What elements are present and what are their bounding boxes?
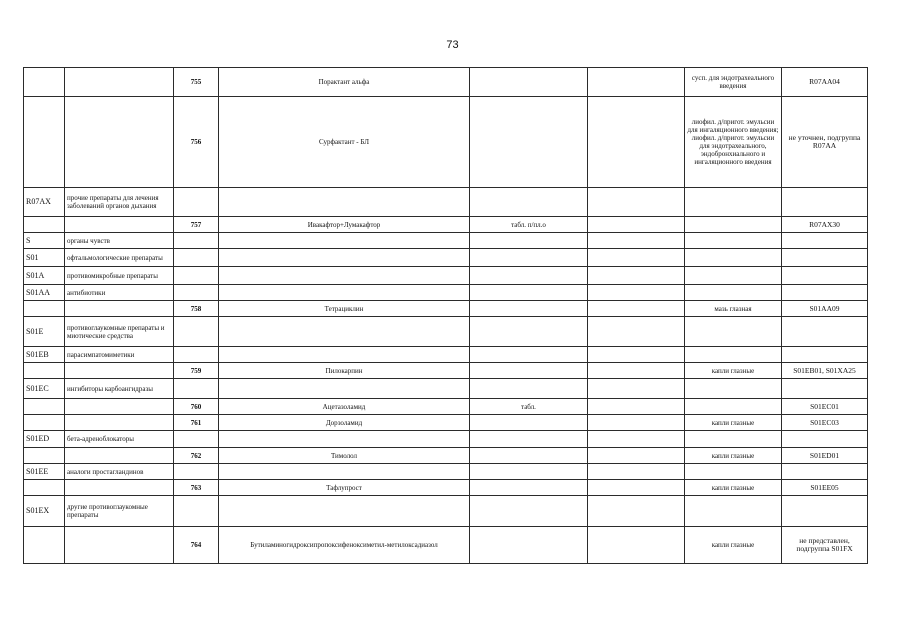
table-row (24, 363, 868, 379)
item-number-cell: 755 (174, 68, 219, 97)
atc-group-code-cell (24, 97, 65, 188)
empty-form-cell (588, 285, 685, 301)
tablet-form-cell: табл. (470, 399, 588, 415)
atc-code-cell (782, 464, 868, 480)
dosage-form-cell (685, 188, 782, 217)
table-row (24, 379, 868, 399)
atc-code-cell: не уточнен, подгруппа R07AA (782, 97, 868, 188)
atc-code-cell: R07AX30 (782, 217, 868, 233)
dosage-form-cell: капли глазные (685, 527, 782, 564)
item-number-cell: 757 (174, 217, 219, 233)
drug-name-cell: Пилокарпин (219, 363, 470, 379)
empty-form-cell (588, 496, 685, 527)
atc-code-cell (782, 317, 868, 347)
atc-group-name-cell (65, 217, 174, 233)
table-row (24, 97, 868, 188)
atc-code-cell (782, 285, 868, 301)
drug-name-cell (219, 379, 470, 399)
dosage-form-cell (685, 431, 782, 448)
table-row (24, 431, 868, 448)
item-number-cell (174, 249, 219, 267)
atc-group-name-cell: офтальмологические препараты (65, 249, 174, 267)
empty-form-cell (588, 68, 685, 97)
dosage-form-cell (685, 233, 782, 249)
dosage-form-cell: лиофил. д/пригот. эмульсии для ингаляционного введения; лиофил. д/пригот. эмульсии для эндотрахеального, эндобронхиального и ингаляционного введения (685, 97, 782, 188)
table-row (24, 233, 868, 249)
tablet-form-cell (470, 464, 588, 480)
drug-name-cell (219, 464, 470, 480)
atc-group-name-cell (65, 363, 174, 379)
atc-group-code-cell: S01EX (24, 496, 65, 527)
dosage-form-cell: капли глазные (685, 415, 782, 431)
drug-name-cell: Порактант альфа (219, 68, 470, 97)
empty-form-cell (588, 464, 685, 480)
atc-group-code-cell (24, 399, 65, 415)
page-number: 73 (446, 39, 459, 51)
dosage-form-cell (685, 464, 782, 480)
atc-group-code-cell: S01EE (24, 464, 65, 480)
table-row (24, 285, 868, 301)
empty-form-cell (588, 448, 685, 464)
dosage-form-cell (685, 347, 782, 363)
dosage-form-cell: мазь глазная (685, 301, 782, 317)
atc-code-cell (782, 431, 868, 448)
atc-group-code-cell (24, 527, 65, 564)
atc-group-name-cell: аналоги простагландинов (65, 464, 174, 480)
table-row (24, 347, 868, 363)
table-row (24, 527, 868, 564)
atc-code-cell (782, 233, 868, 249)
tablet-form-cell (470, 363, 588, 379)
atc-code-cell (782, 188, 868, 217)
item-number-cell (174, 496, 219, 527)
atc-code-cell (782, 379, 868, 399)
tablet-form-cell (470, 480, 588, 496)
item-number-cell: 761 (174, 415, 219, 431)
atc-group-name-cell (65, 415, 174, 431)
atc-code-cell: R07AA04 (782, 68, 868, 97)
atc-group-code-cell: S01A (24, 267, 65, 285)
atc-code-cell: S01EB01, S01XA25 (782, 363, 868, 379)
dosage-form-cell (685, 217, 782, 233)
atc-group-name-cell (65, 480, 174, 496)
empty-form-cell (588, 379, 685, 399)
atc-code-cell: S01AA09 (782, 301, 868, 317)
item-number-cell: 759 (174, 363, 219, 379)
atc-group-code-cell (24, 448, 65, 464)
drug-name-cell (219, 285, 470, 301)
atc-group-name-cell (65, 97, 174, 188)
table-row (24, 68, 868, 97)
dosage-form-cell (685, 267, 782, 285)
table-row (24, 399, 868, 415)
item-number-cell (174, 188, 219, 217)
atc-group-code-cell (24, 363, 65, 379)
drug-name-cell (219, 347, 470, 363)
item-number-cell: 760 (174, 399, 219, 415)
item-number-cell: 763 (174, 480, 219, 496)
dosage-form-cell (685, 317, 782, 347)
tablet-form-cell (470, 68, 588, 97)
dosage-form-cell: капли глазные (685, 480, 782, 496)
tablet-form-cell (470, 188, 588, 217)
atc-group-code-cell: S01EB (24, 347, 65, 363)
drug-name-cell: Бутиламиногидроксипропоксифеноксиметил-метилоксадиазол (219, 527, 470, 564)
table-row (24, 217, 868, 233)
empty-form-cell (588, 301, 685, 317)
atc-group-name-cell (65, 448, 174, 464)
dosage-form-cell: капли глазные (685, 363, 782, 379)
atc-group-code-cell: R07AX (24, 188, 65, 217)
table-row (24, 188, 868, 217)
drug-name-cell (219, 431, 470, 448)
drug-list-table (23, 67, 868, 564)
atc-code-cell (782, 496, 868, 527)
atc-group-name-cell (65, 527, 174, 564)
item-number-cell: 758 (174, 301, 219, 317)
atc-code-cell: не представлен, подгруппа S01FX (782, 527, 868, 564)
atc-group-name-cell: противомикробные препараты (65, 267, 174, 285)
atc-group-name-cell (65, 301, 174, 317)
drug-name-cell: Тафлупрост (219, 480, 470, 496)
table-row (24, 415, 868, 431)
atc-group-name-cell: антибиотики (65, 285, 174, 301)
atc-group-code-cell: S01AA (24, 285, 65, 301)
table-row (24, 464, 868, 480)
dosage-form-cell: капли глазные (685, 448, 782, 464)
atc-group-code-cell: S01ED (24, 431, 65, 448)
table-row (24, 301, 868, 317)
tablet-form-cell (470, 301, 588, 317)
item-number-cell: 756 (174, 97, 219, 188)
atc-code-cell: S01EC01 (782, 399, 868, 415)
dosage-form-cell (685, 249, 782, 267)
empty-form-cell (588, 480, 685, 496)
atc-group-code-cell (24, 301, 65, 317)
atc-group-code-cell (24, 480, 65, 496)
tablet-form-cell (470, 415, 588, 431)
atc-group-name-cell: парасимпатомиметики (65, 347, 174, 363)
item-number-cell: 764 (174, 527, 219, 564)
atc-code-cell: S01EE05 (782, 480, 868, 496)
empty-form-cell (588, 217, 685, 233)
tablet-form-cell (470, 249, 588, 267)
tablet-form-cell (470, 267, 588, 285)
item-number-cell (174, 233, 219, 249)
atc-group-code-cell: S (24, 233, 65, 249)
atc-group-code-cell (24, 217, 65, 233)
tablet-form-cell (470, 496, 588, 527)
drug-name-cell: Тимолол (219, 448, 470, 464)
item-number-cell (174, 431, 219, 448)
atc-group-code-cell: S01EC (24, 379, 65, 399)
drug-name-cell: Сурфактант - БЛ (219, 97, 470, 188)
tablet-form-cell (470, 379, 588, 399)
dosage-form-cell (685, 399, 782, 415)
tablet-form-cell (470, 317, 588, 347)
atc-group-code-cell (24, 68, 65, 97)
atc-group-name-cell: органы чувств (65, 233, 174, 249)
table-body (24, 68, 868, 564)
table-row (24, 496, 868, 527)
atc-group-name-cell: другие противоглаукомные препараты (65, 496, 174, 527)
table-row (24, 267, 868, 285)
dosage-form-cell (685, 285, 782, 301)
table-row (24, 448, 868, 464)
empty-form-cell (588, 347, 685, 363)
tablet-form-cell (470, 448, 588, 464)
empty-form-cell (588, 431, 685, 448)
drug-name-cell (219, 233, 470, 249)
tablet-form-cell (470, 527, 588, 564)
empty-form-cell (588, 249, 685, 267)
tablet-form-cell (470, 431, 588, 448)
atc-code-cell (782, 249, 868, 267)
empty-form-cell (588, 97, 685, 188)
dosage-form-cell: сусп. для эндотрахеального введения (685, 68, 782, 97)
item-number-cell (174, 464, 219, 480)
tablet-form-cell (470, 97, 588, 188)
atc-code-cell: S01ED01 (782, 448, 868, 464)
atc-group-name-cell (65, 399, 174, 415)
empty-form-cell (588, 363, 685, 379)
drug-name-cell (219, 496, 470, 527)
empty-form-cell (588, 415, 685, 431)
table-row (24, 480, 868, 496)
empty-form-cell (588, 527, 685, 564)
tablet-form-cell: табл. п/пл.о (470, 217, 588, 233)
empty-form-cell (588, 399, 685, 415)
drug-name-cell (219, 267, 470, 285)
dosage-form-cell (685, 379, 782, 399)
empty-form-cell (588, 188, 685, 217)
empty-form-cell (588, 317, 685, 347)
atc-group-name-cell: прочие препараты для лечения заболеваний органов дыхания (65, 188, 174, 217)
atc-code-cell (782, 347, 868, 363)
atc-group-name-cell: бета-адреноблокаторы (65, 431, 174, 448)
table-row (24, 249, 868, 267)
atc-group-name-cell: ингибиторы карбоангидразы (65, 379, 174, 399)
dosage-form-cell (685, 496, 782, 527)
item-number-cell (174, 347, 219, 363)
item-number-cell: 762 (174, 448, 219, 464)
drug-name-cell (219, 188, 470, 217)
tablet-form-cell (470, 233, 588, 249)
item-number-cell (174, 285, 219, 301)
tablet-form-cell (470, 285, 588, 301)
atc-group-name-cell (65, 68, 174, 97)
atc-group-code-cell (24, 415, 65, 431)
atc-group-name-cell: противоглаукомные препараты и миотические средства (65, 317, 174, 347)
atc-code-cell (782, 267, 868, 285)
item-number-cell (174, 379, 219, 399)
atc-code-cell: S01EC03 (782, 415, 868, 431)
drug-name-cell: Дорзоламид (219, 415, 470, 431)
item-number-cell (174, 317, 219, 347)
drug-name-cell (219, 317, 470, 347)
atc-group-code-cell: S01E (24, 317, 65, 347)
item-number-cell (174, 267, 219, 285)
atc-group-code-cell: S01 (24, 249, 65, 267)
drug-name-cell: Ацетазоламид (219, 399, 470, 415)
tablet-form-cell (470, 347, 588, 363)
table-row (24, 317, 868, 347)
empty-form-cell (588, 233, 685, 249)
drug-name-cell (219, 249, 470, 267)
drug-name-cell: Ивакафтор+Лумакафтор (219, 217, 470, 233)
empty-form-cell (588, 267, 685, 285)
drug-name-cell: Тетрациклин (219, 301, 470, 317)
